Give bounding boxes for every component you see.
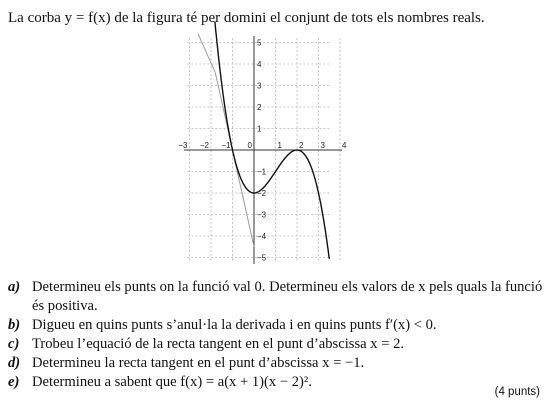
question-letter: b) — [8, 317, 21, 333]
question-d — [8, 354, 548, 373]
y-tick-label: −3 — [257, 210, 267, 220]
x-tick-label: 3 — [320, 141, 325, 150]
x-tick-label: 2 — [299, 141, 304, 150]
question-b — [8, 316, 548, 335]
intro-text: La corba y = f(x) de la figura té per domini el conjunt de tots els nombres reals. — [8, 10, 485, 26]
question-e — [8, 373, 548, 392]
question-letter: c) — [8, 336, 20, 352]
x-tick-label: 1 — [277, 141, 282, 150]
y-tick-label: 2 — [257, 103, 262, 112]
question-letter: d) — [8, 355, 21, 371]
question-c — [8, 335, 548, 354]
y-tick-label: 5 — [257, 38, 262, 48]
x-tick-label: 4 — [342, 141, 347, 150]
question-text: Determineu la recta tangent en el punt d’abscissa x = −1. — [32, 355, 365, 371]
y-tick-label: 1 — [257, 124, 262, 134]
question-text: Determineu a sabent que f(x) = a(x + 1)(x − 2)². — [32, 374, 312, 390]
x-tick-label: 0 — [247, 141, 252, 150]
question-letter: e) — [8, 374, 20, 390]
x-tick-label: −3 — [178, 141, 188, 150]
y-tick-label: −1 — [257, 167, 267, 177]
y-tick-label: −2 — [257, 189, 267, 198]
question-list — [8, 278, 548, 392]
function-graph — [178, 38, 352, 264]
y-tick-label: −4 — [257, 232, 267, 241]
graph-svg — [178, 38, 352, 264]
question-letter: a) — [8, 279, 21, 295]
question-text: Trobeu l’equació de la recta tangent en el punt d’abscissa x = 2. — [32, 336, 405, 352]
y-tick-label: −5 — [257, 253, 267, 263]
question-text: Determineu els punts on la funció val 0. Determineu els valors de x pels quals la funció és positiva. — [32, 279, 543, 314]
function-curve — [215, 21, 329, 258]
y-tick-label: 3 — [257, 81, 262, 91]
points-label: (4 punts) — [494, 386, 540, 398]
x-tick-label: −1 — [221, 141, 231, 150]
question-text: Digueu en quins punts s’anul·la la derivada i en quins punts f′(x) < 0. — [32, 317, 437, 333]
x-tick-label: −2 — [199, 141, 209, 150]
question-a — [8, 278, 548, 316]
y-tick-label: 4 — [257, 60, 262, 69]
